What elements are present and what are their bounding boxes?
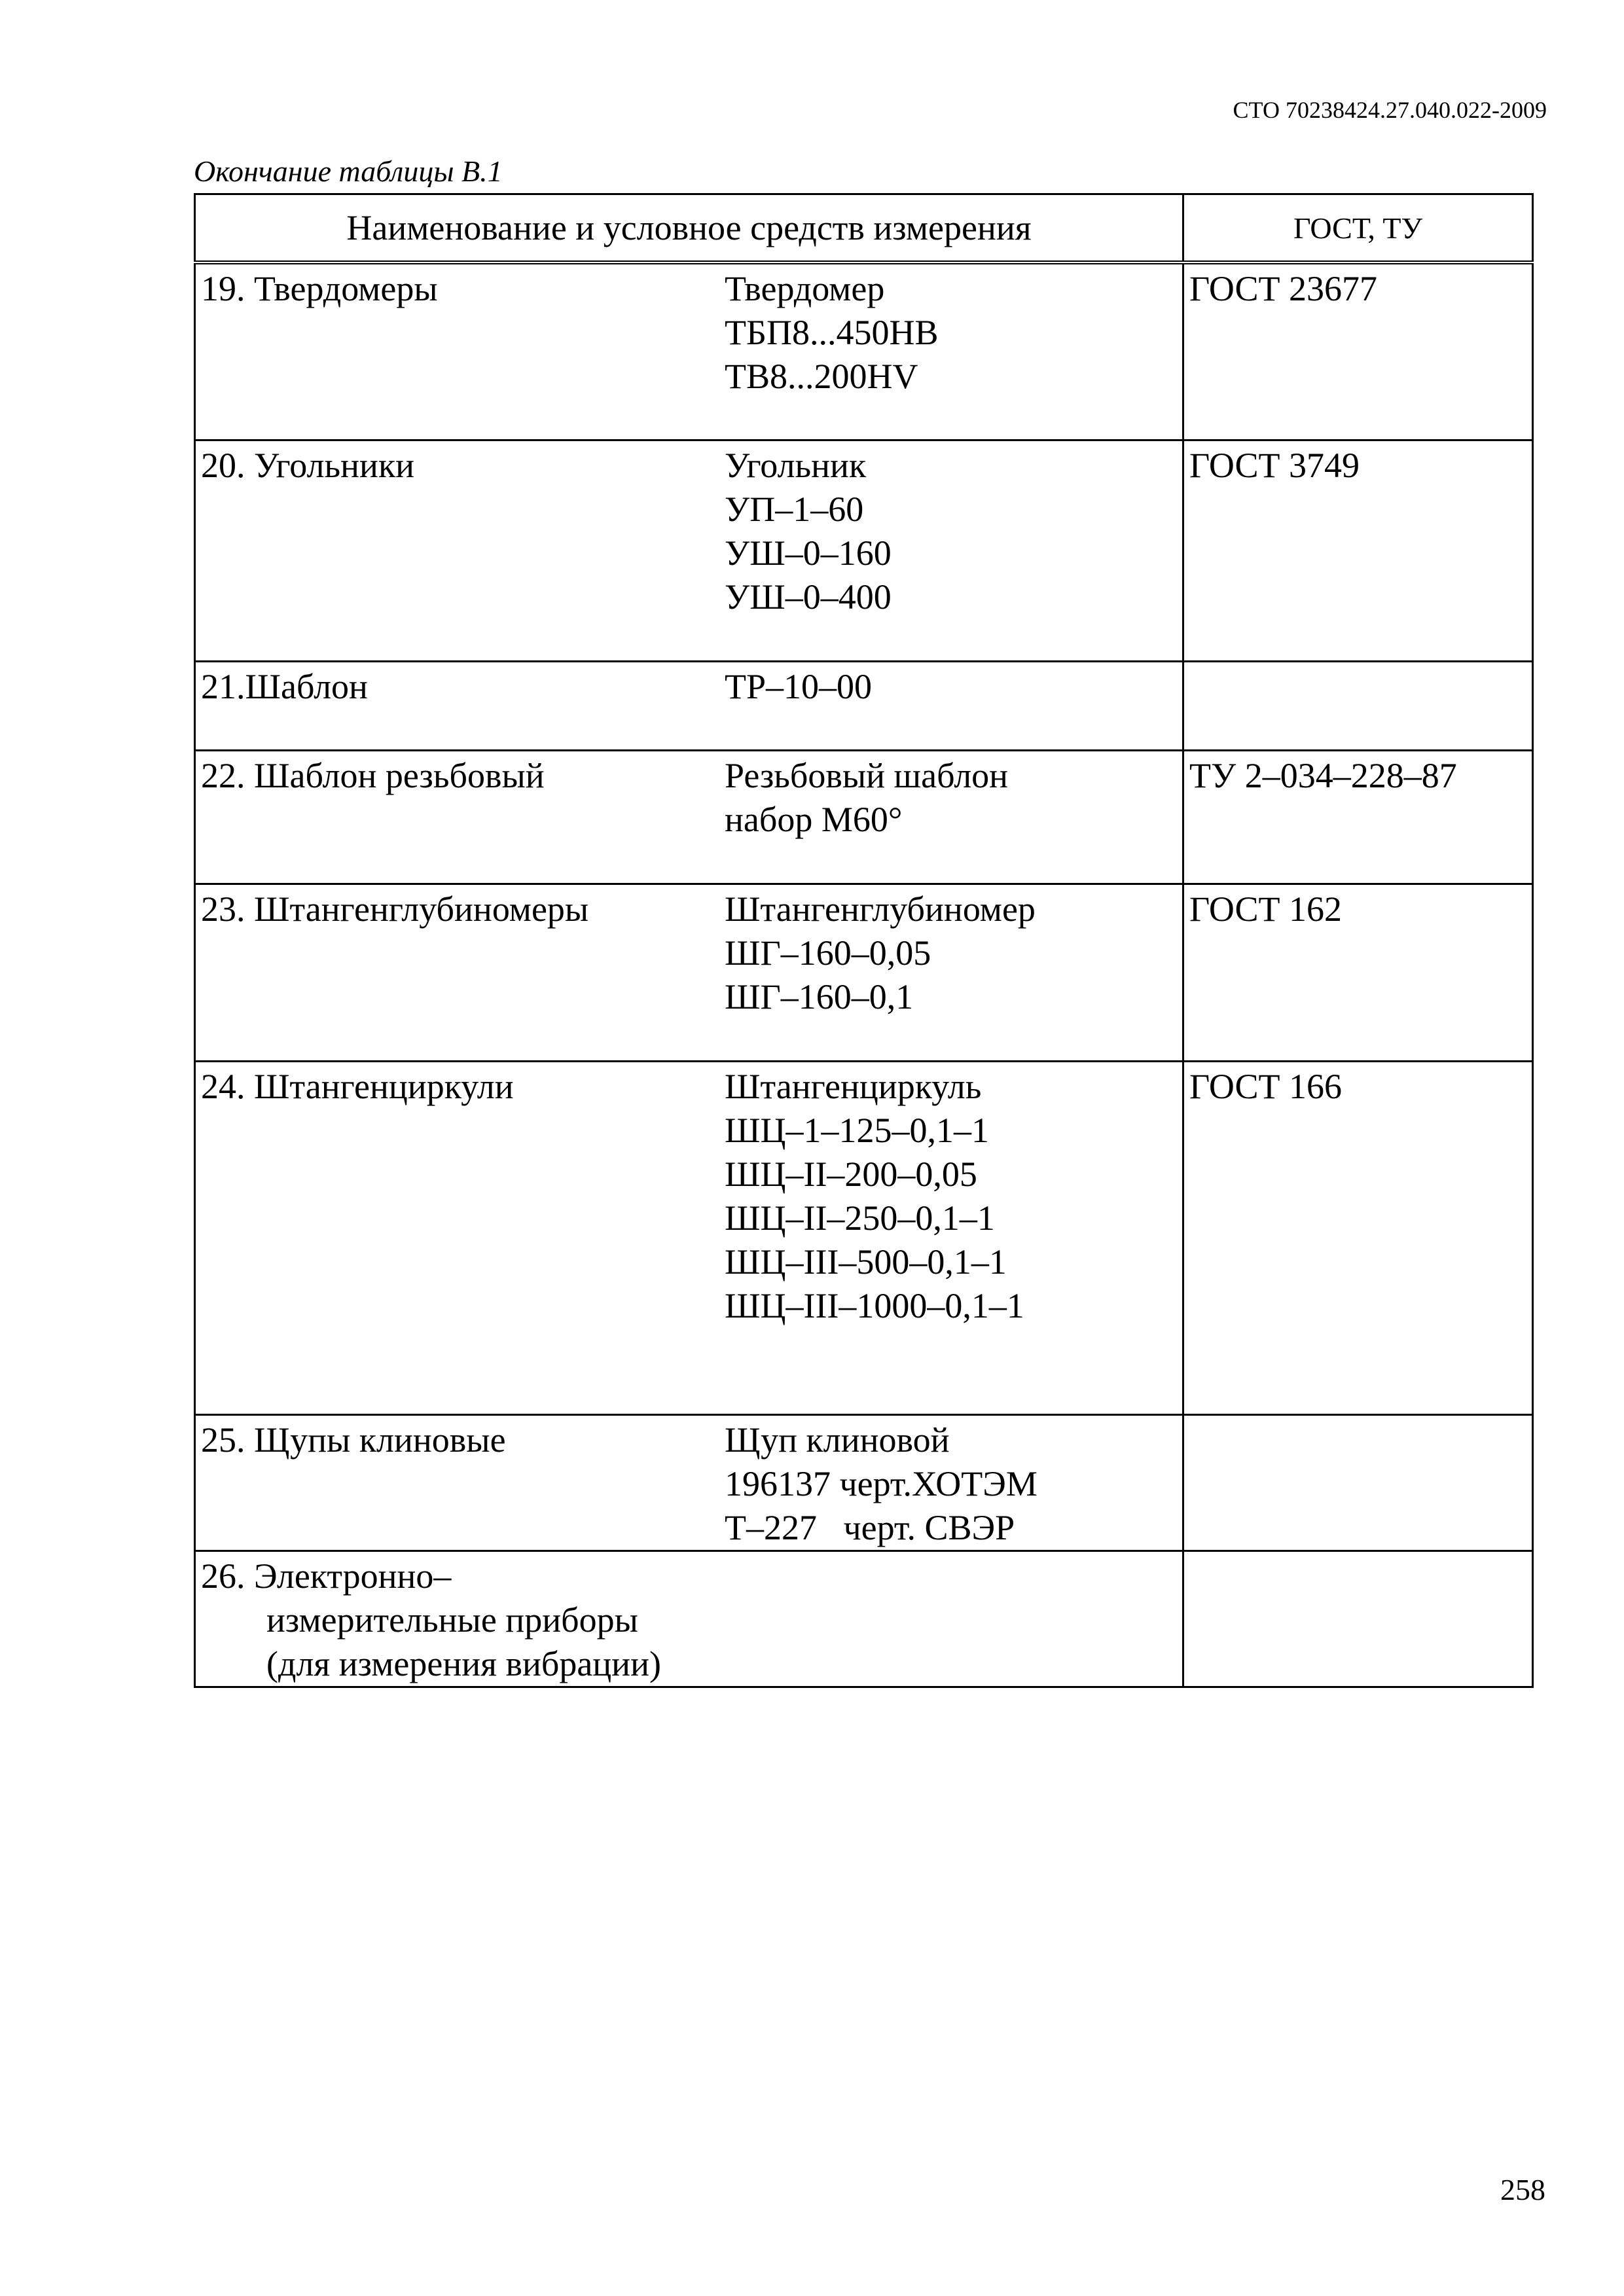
gost-reference: [1184, 662, 1532, 665]
model-line: УШ–0–160: [725, 533, 892, 573]
column-header-name: Наименование и условное средств измерения: [195, 194, 1183, 263]
row-main-cell: [195, 884, 1183, 1061]
model-line: Твердомер: [725, 269, 885, 308]
model-line: ШЦ–1–125–0,1–1: [725, 1110, 989, 1150]
table-row: [195, 1414, 1533, 1551]
table-header-row: [195, 194, 1533, 263]
instrument-name: [201, 1418, 725, 1550]
row-gost-cell: [1183, 1551, 1533, 1687]
table-row: [195, 1061, 1533, 1414]
table-row: [195, 262, 1533, 440]
model-line: ТВ8...200НV: [725, 357, 918, 396]
model-line: Щуп клиновой: [725, 1420, 950, 1460]
table-row: [195, 661, 1533, 750]
gost-reference: ГОСТ 3749: [1189, 445, 1360, 485]
row-main-cell: [195, 440, 1183, 661]
column-header-gost: ГОСТ, ТУ: [1183, 194, 1533, 263]
gost-reference: ГОСТ 162: [1189, 889, 1343, 929]
instrument-name-line: 24. Штангенциркули: [201, 1066, 514, 1106]
row-gost-cell: [1183, 262, 1533, 440]
model-line: УП–1–60: [725, 489, 864, 529]
instrument-models: [921, 1554, 1177, 1686]
table-row: [195, 750, 1533, 884]
model-line: ШЦ–III–500–0,1–1: [725, 1242, 1007, 1282]
instrument-models: [725, 444, 1177, 619]
instrument-name-line: 20. Угольники: [201, 445, 415, 485]
row-gost-cell: [1183, 1414, 1533, 1551]
instrument-name-line: 26. Электронно–: [201, 1556, 452, 1596]
instrument-name: [201, 888, 725, 1019]
instrument-name: [201, 444, 725, 619]
instrument-name-line: 21.Шаблон: [201, 666, 368, 706]
instrument-name: [201, 1065, 725, 1328]
instrument-name-line: (для измерения вибрации): [266, 1643, 661, 1683]
gost-reference: ГОСТ 166: [1189, 1066, 1343, 1106]
model-line: Штангенциркуль: [725, 1066, 982, 1106]
gost-reference: ГОСТ 23677: [1189, 269, 1378, 308]
model-line: УШ–0–400: [725, 577, 892, 617]
row-main-cell: [195, 1414, 1183, 1551]
row-gost-cell: [1183, 440, 1533, 661]
instrument-models: [725, 267, 1177, 399]
row-main-cell: [195, 1061, 1183, 1414]
row-main-cell: [195, 1551, 1183, 1687]
model-line: Угольник: [725, 445, 867, 485]
model-line: ШЦ–II–250–0,1–1: [725, 1198, 995, 1238]
instrument-models: [725, 888, 1177, 1019]
table-caption: Окончание таблицы В.1: [194, 154, 503, 188]
row-main-cell: [195, 661, 1183, 750]
row-gost-cell: [1183, 1061, 1533, 1414]
instrument-name-line: 22. Шаблон резьбовый: [201, 755, 545, 795]
page-number: 258: [1500, 2173, 1545, 2206]
gost-reference: [1184, 1552, 1532, 1554]
model-line: Штангенглубиномер: [725, 889, 1036, 929]
table-row: [195, 440, 1533, 661]
model-line: ШГ–160–0,1: [725, 977, 914, 1016]
row-gost-cell: [1183, 750, 1533, 884]
model-line: ТР–10–00: [725, 666, 873, 706]
model-line: ШЦ–II–200–0,05: [725, 1154, 977, 1194]
model-line: ТБП8...450НВ: [725, 313, 939, 352]
instrument-name: [201, 267, 725, 399]
instrument-models: [725, 665, 1177, 709]
row-main-cell: [195, 750, 1183, 884]
instrument-name-line: измерительные приборы: [266, 1600, 638, 1640]
model-line: ШГ–160–0,05: [725, 933, 931, 973]
row-gost-cell: [1183, 884, 1533, 1061]
measurement-instruments-table: [194, 193, 1534, 1688]
instrument-name: [201, 665, 725, 709]
instrument-name-line: 23. Штангенглубиномеры: [201, 889, 589, 929]
model-line: Т–227 черт. СВЭР: [725, 1507, 1015, 1547]
instrument-name-line: 19. Твердомеры: [201, 269, 438, 308]
table-row: [195, 1551, 1533, 1687]
document-code: СТО 70238424.27.040.022-2009: [1233, 97, 1547, 123]
model-line: набор М60°: [725, 799, 903, 839]
model-line: ШЦ–III–1000–0,1–1: [725, 1285, 1024, 1325]
gost-reference: [1184, 1416, 1532, 1418]
instrument-models: [725, 1065, 1177, 1328]
instrument-models: [725, 754, 1177, 842]
gost-reference: ТУ 2–034–228–87: [1189, 755, 1457, 795]
model-line: Резьбовый шаблон: [725, 755, 1009, 795]
instrument-models: [725, 1418, 1177, 1550]
table-row: [195, 884, 1533, 1061]
instrument-name: [201, 754, 725, 842]
instrument-name-line: 25. Щупы клиновые: [201, 1420, 506, 1460]
model-line: 196137 черт.ХОТЭМ: [725, 1463, 1038, 1503]
instrument-name: [201, 1554, 921, 1686]
row-main-cell: [195, 262, 1183, 440]
row-gost-cell: [1183, 661, 1533, 750]
